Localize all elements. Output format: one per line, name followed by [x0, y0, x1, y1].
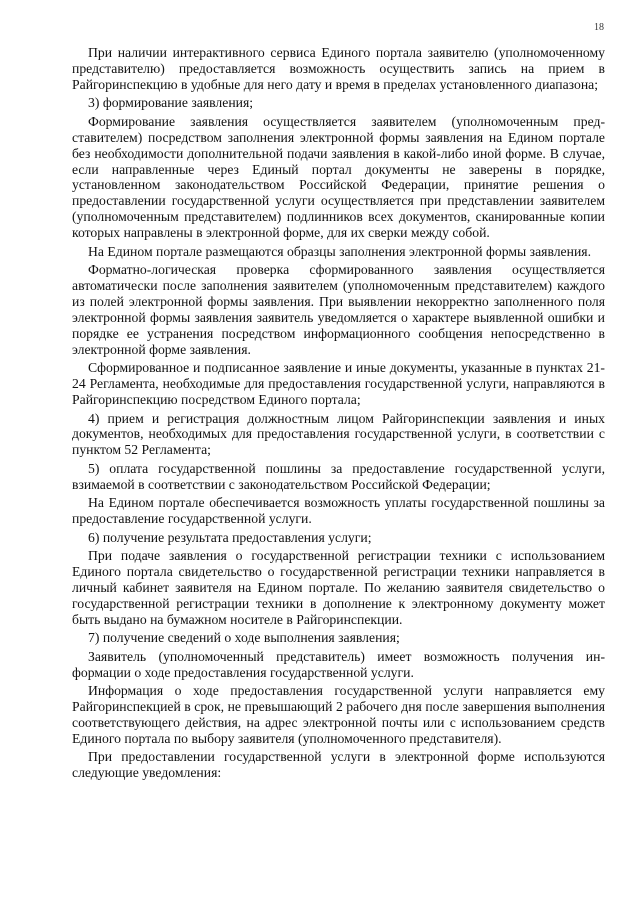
- paragraph-14: Информация о ходе предоставления государственной услуги направляется ему Райгоринспекцией в срок, не превышающий 2 рабочего дня после завершения выполнения соответствующего действия, на адрес электронной почты или с использованием средств Единого портала по выбору заявителя (уполномоченного представителя).: [72, 683, 605, 746]
- paragraph-6: Сформированное и подписанное заявление и иные документы, указанные в пунктах 21-24 Регламента, необходимые для предоставления государственной услуги, направляются в Райгоринспекцию посредством Единого портала;: [72, 360, 605, 407]
- paragraph-15: При предоставлении государственной услуги в электронной форме используются следующие уведомления:: [72, 749, 605, 781]
- paragraph-10: 6) получение результата предоставления услуги;: [88, 529, 372, 545]
- paragraph-2: 3) формирование заявления;: [88, 95, 254, 111]
- paragraph-4: На Едином портале размещаются образцы заполнения электронной формы заявления.: [88, 243, 592, 259]
- document-body: [72, 45, 605, 784]
- paragraph-3: Формирование заявления осуществляется заявителем (уполномоченным представителем) посредством заполнения электронной формы заявления на Едином портале без необходимости дополнительной подачи заявления в какой-либо иной форме. В случае, если направленные через Единый портал документы не заверены в порядке, установленном законодательством Российской Федерации, принятие решения о предоставлении государственной услуги осуществляется при представлении заявителем (уполномоченным представителем) подлинников всех документов, сканированные копии которых направлены в электронной форме, для их сверки между собой.: [72, 113, 605, 241]
- paragraph-9: На Едином портале обеспечивается возможность уплаты государственной пошлины за предоставление государственной услуги.: [72, 495, 605, 527]
- paragraph-13: Заявитель (уполномоченный представитель) имеет возможность получения информации о ходе предоставления государственной услуги.: [72, 648, 605, 680]
- paragraph-11: При подаче заявления о государственной регистрации техники с использованием Единого портала свидетельство о государственной регистрации техники направляется в личный кабинет заявителя на Едином портале. По желанию заявителя свидетельство о государственной регистрации техники в дополнение к электронному документу может быть выдано на бумажном носителе в Райгоринспекции.: [72, 548, 605, 627]
- paragraph-7: 4) прием и регистрация должностным лицом Райгоринспекции заявления и иных документов, необходимых для предоставления государственной услуги, в соответствии с пунктом 52 Регламента;: [72, 410, 605, 458]
- paragraph-1: При наличии интерактивного сервиса Единого портала заявителю (уполномоченному представителю) предоставляется возможность осуществить запись на прием в Райгоринспекцию в удобные для него дату и время в пределах установленного диапазона;: [72, 45, 605, 92]
- page-number: 18: [594, 22, 604, 33]
- paragraph-5: Форматно-логическая проверка сформированного заявления осуществляется автоматически после заполнения заявителем (уполномоченным представителем) каждого из полей электронной формы заявления. При выявлении некорректно заполненного поля электронной формы заявления заявитель уведомляется о характере выявленной ошибки и порядке ее устранения посредством информационного сообщения непосредственно в электронной форме заявления.: [72, 262, 605, 357]
- paragraph-12: 7) получение сведений о ходе выполнения заявления;: [88, 630, 400, 646]
- paragraph-8: 5) оплата государственной пошлины за предоставление государственной услуги, взимаемой в соответствии с законодательством Российской Федерации;: [72, 460, 605, 492]
